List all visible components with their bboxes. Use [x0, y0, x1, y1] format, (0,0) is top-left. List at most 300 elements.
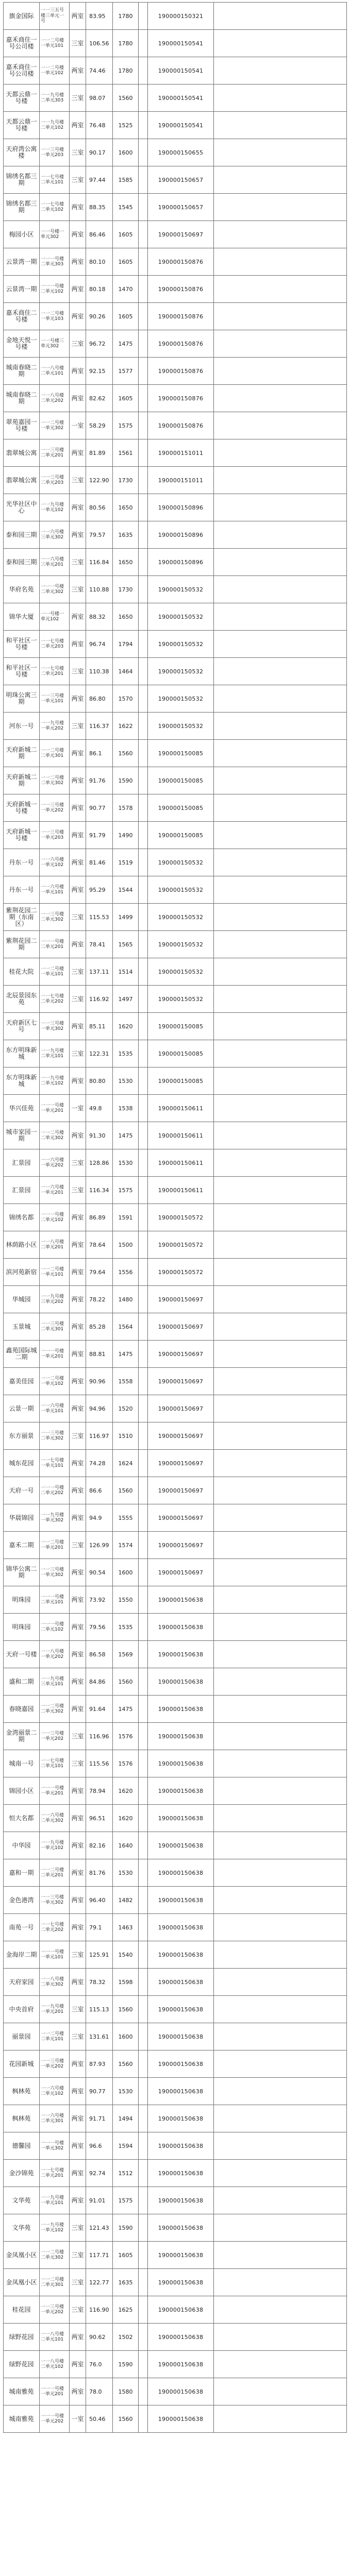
blank-cell [214, 358, 347, 385]
room-type-cell: 两室 [70, 1395, 86, 1422]
rent-price-cell: 1620 [113, 1805, 139, 1832]
floor-area-cell: 76.0 [86, 2351, 113, 2378]
rent-price-cell: 1585 [113, 166, 139, 194]
blank-cell [139, 139, 148, 166]
listing-code-cell: 190000150638 [148, 2105, 214, 2132]
rent-price-cell: 1561 [113, 439, 139, 467]
blank-cell [214, 2078, 347, 2105]
table-row [4, 2160, 347, 2187]
community-name-cell: 东方明珠新城 [4, 1040, 40, 1067]
table-row [4, 822, 347, 849]
blank-cell [214, 2214, 347, 2242]
blank-cell [214, 494, 347, 521]
blank-cell [139, 221, 148, 248]
community-name-cell: 金湾丽景二期 [4, 1723, 40, 1750]
listing-code-cell: 190000150611 [148, 1095, 214, 1122]
unit-address-cell: 一一二号楼一单元102 [40, 1368, 70, 1395]
listing-code-cell: 190000150697 [148, 1532, 214, 1559]
unit-address-cell: 一一二号楼二单元302 [40, 1122, 70, 1149]
blank-cell [139, 2160, 148, 2187]
floor-area-cell: 80.80 [86, 1067, 113, 1095]
community-name-cell: 金地天悦一号楼 [4, 330, 40, 358]
room-type-cell: 三室 [70, 576, 86, 603]
floor-area-cell: 110.88 [86, 576, 113, 603]
rent-price-cell: 1600 [113, 2023, 139, 2050]
blank-cell [139, 713, 148, 740]
listing-code-cell: 190000150697 [148, 1422, 214, 1450]
room-type-cell: 两室 [70, 1450, 86, 1477]
room-type-cell: 两室 [70, 303, 86, 330]
blank-cell [214, 194, 347, 221]
unit-address-cell: 一一三号楼二单元302 [40, 1422, 70, 1450]
blank-cell [139, 303, 148, 330]
room-type-cell: 三室 [70, 166, 86, 194]
rent-price-cell: 1780 [113, 57, 139, 84]
room-type-cell: 两室 [70, 276, 86, 303]
blank-cell [214, 685, 347, 713]
listing-code-cell: 190000150655 [148, 139, 214, 166]
room-type-cell: 两室 [70, 685, 86, 713]
unit-address-cell: 一一九号楼三单元202 [40, 1286, 70, 1313]
listing-code-cell: 190000150532 [148, 876, 214, 904]
rent-price-cell: 1475 [113, 1696, 139, 1723]
unit-address-cell: 一一七号楼二单元101 [40, 1750, 70, 1777]
blank-cell [139, 84, 148, 112]
unit-address-cell: 一一七号楼二单元202 [40, 986, 70, 1013]
floor-area-cell: 78.41 [86, 931, 113, 958]
blank-cell [214, 713, 347, 740]
rent-price-cell: 1538 [113, 1095, 139, 1122]
room-type-cell: 两室 [70, 494, 86, 521]
rent-price-cell: 1556 [113, 1259, 139, 1286]
blank-cell [214, 958, 347, 986]
blank-cell [214, 1723, 347, 1750]
room-type-cell: 两室 [70, 358, 86, 385]
rent-price-cell: 1494 [113, 2105, 139, 2132]
community-name-cell: 锦绣名都三期 [4, 166, 40, 194]
listing-code-cell: 190000150876 [148, 276, 214, 303]
table-row [4, 303, 347, 330]
rent-price-cell: 1540 [113, 1941, 139, 1969]
table-row [4, 2050, 347, 2078]
blank-cell [214, 1969, 347, 1996]
rent-price-cell: 1600 [113, 1559, 139, 1586]
blank-cell [139, 1040, 148, 1067]
floor-area-cell: 91.30 [86, 1122, 113, 1149]
unit-address-cell: 一一七号楼二单元201 [40, 2160, 70, 2187]
floor-area-cell: 79.57 [86, 521, 113, 549]
community-name-cell: 云景一期 [4, 1395, 40, 1422]
room-type-cell: 两室 [70, 1641, 86, 1668]
blank-cell [139, 576, 148, 603]
rent-price-cell: 1520 [113, 1395, 139, 1422]
rent-price-cell: 1525 [113, 112, 139, 139]
community-name-cell: 天都云鼎一号楼 [4, 112, 40, 139]
community-name-cell: 华府名苑 [4, 576, 40, 603]
blank-cell [214, 1914, 347, 1941]
community-name-cell: 城南春晓二期 [4, 358, 40, 385]
floor-area-cell: 79.64 [86, 1259, 113, 1286]
blank-cell [214, 1368, 347, 1395]
blank-cell [214, 1696, 347, 1723]
room-type-cell: 两室 [70, 57, 86, 84]
floor-area-cell: 91.71 [86, 2105, 113, 2132]
room-type-cell: 两室 [70, 1586, 86, 1614]
table-row [4, 2296, 347, 2324]
table-row [4, 2378, 347, 2405]
room-type-cell: 两室 [70, 2132, 86, 2160]
blank-cell [214, 1259, 347, 1286]
blank-cell [214, 303, 347, 330]
rent-price-cell: 1590 [113, 2214, 139, 2242]
unit-address-cell: 一一号楼一单元302 [40, 221, 70, 248]
unit-address-cell: 一一三号楼一单元202 [40, 2050, 70, 2078]
community-name-cell: 绿野花园 [4, 2324, 40, 2351]
floor-area-cell: 117.71 [86, 2242, 113, 2269]
floor-area-cell: 90.96 [86, 1368, 113, 1395]
listing-code-cell: 190000150085 [148, 822, 214, 849]
unit-address-cell: 一一二号楼二单元201 [40, 1859, 70, 1887]
listing-code-cell: 190000150638 [148, 1832, 214, 1859]
floor-area-cell: 121.43 [86, 2214, 113, 2242]
table-row [4, 1859, 347, 1887]
listing-code-cell: 190000150697 [148, 1341, 214, 1368]
rent-price-cell: 1605 [113, 2242, 139, 2269]
blank-cell [139, 1122, 148, 1149]
table-row [4, 57, 347, 84]
blank-cell [139, 1941, 148, 1969]
unit-address-cell: 一一二号楼一单元101 [40, 1259, 70, 1286]
community-name-cell: 天府一号 [4, 1477, 40, 1504]
room-type-cell: 一室 [70, 412, 86, 439]
table-row [4, 221, 347, 248]
unit-address-cell: 一一一号楼一单元201 [40, 1095, 70, 1122]
rent-price-cell: 1625 [113, 2296, 139, 2324]
blank-cell [214, 767, 347, 794]
blank-cell [139, 1341, 148, 1368]
listing-code-cell: 190000150638 [148, 1586, 214, 1614]
table-row [4, 1450, 347, 1477]
rent-price-cell: 1480 [113, 1286, 139, 1313]
community-name-cell: 丹东一号 [4, 876, 40, 904]
floor-area-cell: 87.93 [86, 2050, 113, 2078]
community-name-cell: 桂花大院 [4, 958, 40, 986]
blank-cell [214, 467, 347, 494]
table-row [4, 248, 347, 276]
floor-area-cell: 116.37 [86, 713, 113, 740]
room-type-cell: 两室 [70, 521, 86, 549]
room-type-cell: 三室 [70, 658, 86, 685]
rent-price-cell: 1780 [113, 30, 139, 57]
rent-price-cell: 1578 [113, 794, 139, 822]
rent-price-cell: 1576 [113, 1750, 139, 1777]
blank-cell [214, 2269, 347, 2296]
floor-area-cell: 86.58 [86, 1641, 113, 1668]
listing-code-cell: 190000150638 [148, 2132, 214, 2160]
listing-code-cell: 190000150085 [148, 767, 214, 794]
floor-area-cell: 115.53 [86, 904, 113, 931]
blank-cell [214, 576, 347, 603]
listing-code-cell: 190000150532 [148, 904, 214, 931]
rent-price-cell: 1576 [113, 1723, 139, 1750]
floor-area-cell: 91.64 [86, 1696, 113, 1723]
floor-area-cell: 90.77 [86, 794, 113, 822]
blank-cell [214, 1040, 347, 1067]
room-type-cell: 两室 [70, 1887, 86, 1914]
blank-cell [214, 1395, 347, 1422]
blank-cell [214, 603, 347, 631]
blank-cell [139, 2296, 148, 2324]
rent-price-cell: 1575 [113, 412, 139, 439]
listing-code-cell: 190000150532 [148, 685, 214, 713]
rent-price-cell: 1514 [113, 958, 139, 986]
listing-code-cell: 190000150638 [148, 2214, 214, 2242]
table-row [4, 139, 347, 166]
blank-cell [214, 2187, 347, 2214]
room-type-cell: 两室 [70, 631, 86, 658]
listing-code-cell: 190000150638 [148, 1614, 214, 1641]
listing-code-cell: 190000150638 [148, 1941, 214, 1969]
blank-cell [139, 1095, 148, 1122]
blank-cell [214, 412, 347, 439]
listing-code-cell: 190000150638 [148, 2050, 214, 2078]
blank-cell [139, 1368, 148, 1395]
floor-area-cell: 90.54 [86, 1559, 113, 1586]
unit-address-cell: 一一六号楼三单元302 [40, 521, 70, 549]
blank-cell [139, 521, 148, 549]
blank-cell [214, 1859, 347, 1887]
rent-price-cell: 1620 [113, 1777, 139, 1805]
community-name-cell: 嘉禾商住一号公司楼 [4, 30, 40, 57]
rent-price-cell: 1530 [113, 2078, 139, 2105]
table-row [4, 576, 347, 603]
floor-area-cell: 116.92 [86, 986, 113, 1013]
floor-area-cell: 78.0 [86, 2378, 113, 2405]
table-row [4, 1204, 347, 1231]
blank-cell [139, 1450, 148, 1477]
blank-cell [139, 2378, 148, 2405]
unit-address-cell: 一一八号楼二单元101 [40, 2324, 70, 2351]
blank-cell [139, 1395, 148, 1422]
blank-cell [139, 2050, 148, 2078]
table-row [4, 1149, 347, 1177]
blank-cell [214, 139, 347, 166]
listing-code-cell: 190000150657 [148, 194, 214, 221]
room-type-cell: 两室 [70, 767, 86, 794]
blank-cell [139, 112, 148, 139]
blank-cell [214, 2405, 347, 2433]
table-row [4, 1805, 347, 1832]
listing-code-cell: 190000150876 [148, 248, 214, 276]
rent-price-cell: 1605 [113, 303, 139, 330]
rent-price-cell: 1577 [113, 358, 139, 385]
rent-price-cell: 1510 [113, 1422, 139, 1450]
blank-cell [214, 1777, 347, 1805]
listing-code-cell: 190000150638 [148, 2405, 214, 2433]
room-type-cell: 三室 [70, 2242, 86, 2269]
unit-address-cell: 一一六号楼二单元102 [40, 2078, 70, 2105]
room-type-cell: 两室 [70, 2160, 86, 2187]
room-type-cell: 两室 [70, 931, 86, 958]
blank-cell [139, 1504, 148, 1532]
unit-address-cell: 一一三号楼二单元302 [40, 904, 70, 931]
rent-price-cell: 1475 [113, 330, 139, 358]
listing-code-cell: 190000150638 [148, 1887, 214, 1914]
room-type-cell: 两室 [70, 1668, 86, 1696]
rent-price-cell: 1635 [113, 521, 139, 549]
table-row [4, 84, 347, 112]
table-row [4, 1969, 347, 1996]
blank-cell [214, 849, 347, 876]
blank-cell [139, 276, 148, 303]
blank-cell [139, 1805, 148, 1832]
room-type-cell: 两室 [70, 1259, 86, 1286]
floor-area-cell: 92.74 [86, 2160, 113, 2187]
room-type-cell: 三室 [70, 2023, 86, 2050]
rent-price-cell: 1519 [113, 849, 139, 876]
blank-cell [139, 1750, 148, 1777]
listing-code-cell: 190000150638 [148, 2242, 214, 2269]
community-name-cell: 翠苑嘉园一号楼 [4, 412, 40, 439]
community-name-cell: 北辰景园东苑 [4, 986, 40, 1013]
blank-cell [139, 1313, 148, 1341]
table-row [4, 713, 347, 740]
rent-price-cell: 1794 [113, 631, 139, 658]
floor-area-cell: 92.15 [86, 358, 113, 385]
listing-code-cell: 190000150541 [148, 112, 214, 139]
table-row [4, 2214, 347, 2242]
unit-address-cell: 一一二号楼二单元302 [40, 2242, 70, 2269]
table-row [4, 986, 347, 1013]
unit-address-cell: 一一八号楼一单元202 [40, 1641, 70, 1668]
listing-code-cell: 190000150638 [148, 2378, 214, 2405]
floor-area-cell: 81.46 [86, 849, 113, 876]
community-name-cell: 紫荆花园二期（东南区） [4, 904, 40, 931]
table-row [4, 3, 347, 30]
community-name-cell: 文华苑 [4, 2187, 40, 2214]
unit-address-cell: 一一八号楼二单元302 [40, 1969, 70, 1996]
listing-code-cell: 190000150876 [148, 330, 214, 358]
listing-code-cell: 190000150876 [148, 303, 214, 330]
unit-address-cell: 一一三号楼一单元101 [40, 685, 70, 713]
blank-cell [139, 194, 148, 221]
floor-area-cell: 74.46 [86, 57, 113, 84]
floor-area-cell: 88.35 [86, 194, 113, 221]
blank-cell [139, 2324, 148, 2351]
room-type-cell: 两室 [70, 221, 86, 248]
listing-code-cell: 190000150638 [148, 1668, 214, 1696]
listing-code-cell: 190000150532 [148, 603, 214, 631]
rent-price-cell: 1490 [113, 822, 139, 849]
listing-code-cell: 190000150611 [148, 1122, 214, 1149]
rent-price-cell: 1502 [113, 2324, 139, 2351]
listing-code-cell: 190000150085 [148, 1013, 214, 1040]
unit-address-cell: 一一二号楼二单元302 [40, 1696, 70, 1723]
rent-price-cell: 1497 [113, 986, 139, 1013]
floor-area-cell: 78.32 [86, 1969, 113, 1996]
blank-cell [139, 1614, 148, 1641]
community-name-cell: 绿野花园 [4, 2351, 40, 2378]
blank-cell [214, 2050, 347, 2078]
table-row [4, 112, 347, 139]
rent-price-cell: 1594 [113, 2132, 139, 2160]
table-row [4, 1286, 347, 1313]
room-type-cell: 三室 [70, 2296, 86, 2324]
table-row [4, 1504, 347, 1532]
unit-address-cell: 一一二号楼一单元101 [40, 30, 70, 57]
blank-cell [214, 248, 347, 276]
blank-cell [214, 1614, 347, 1641]
table-row [4, 1559, 347, 1586]
blank-cell [214, 631, 347, 658]
rent-price-cell: 1620 [113, 1013, 139, 1040]
floor-area-cell: 110.38 [86, 658, 113, 685]
floor-area-cell: 86.6 [86, 1477, 113, 1504]
table-row [4, 1259, 347, 1286]
rent-price-cell: 1530 [113, 1859, 139, 1887]
rent-price-cell: 1470 [113, 276, 139, 303]
unit-address-cell: 一一一号楼二单元202 [40, 1477, 70, 1504]
community-name-cell: 林荫路小区 [4, 1231, 40, 1259]
floor-area-cell: 86.1 [86, 740, 113, 767]
community-name-cell: 泰和园三期 [4, 549, 40, 576]
rent-price-cell: 1560 [113, 84, 139, 112]
floor-area-cell: 86.80 [86, 685, 113, 713]
room-type-cell: 三室 [70, 467, 86, 494]
listing-code-cell: 190000150697 [148, 1477, 214, 1504]
table-row [4, 1586, 347, 1614]
table-row [4, 1532, 347, 1559]
floor-area-cell: 73.92 [86, 1586, 113, 1614]
unit-address-cell: 一一六号楼一单元101 [40, 1395, 70, 1422]
community-name-cell: 东方丽景 [4, 1422, 40, 1450]
blank-cell [139, 330, 148, 358]
floor-area-cell: 80.10 [86, 248, 113, 276]
listing-code-cell: 190000150638 [148, 1914, 214, 1941]
unit-address-cell: 一一三号楼二单元201 [40, 439, 70, 467]
blank-cell [214, 84, 347, 112]
room-type-cell: 两室 [70, 1805, 86, 1832]
unit-address-cell: 一一九号楼二单元101 [40, 1040, 70, 1067]
blank-cell [139, 986, 148, 1013]
listing-code-cell: 190000150638 [148, 1969, 214, 1996]
table-row [4, 2132, 347, 2160]
unit-address-cell: 一一一号楼二单元302 [40, 576, 70, 603]
room-type-cell: 三室 [70, 1422, 86, 1450]
room-type-cell: 两室 [70, 2324, 86, 2351]
community-name-cell: 丽景园 [4, 2023, 40, 2050]
blank-cell [139, 2132, 148, 2160]
community-name-cell: 文华苑 [4, 2214, 40, 2242]
unit-address-cell: 一一九号楼一单元102 [40, 1832, 70, 1859]
rent-price-cell: 1570 [113, 685, 139, 713]
unit-address-cell: 一一九号楼三单元101 [40, 1668, 70, 1696]
floor-area-cell: 88.32 [86, 603, 113, 631]
room-type-cell: 三室 [70, 1996, 86, 2023]
unit-address-cell: 一一七号楼二单元203 [40, 631, 70, 658]
blank-cell [214, 57, 347, 84]
table-row [4, 2078, 347, 2105]
table-row [4, 358, 347, 385]
unit-address-cell: 一一一号楼二单元101 [40, 1586, 70, 1614]
table-row [4, 2187, 347, 2214]
room-type-cell: 两室 [70, 1914, 86, 1941]
community-name-cell: 城市家园一期 [4, 1122, 40, 1149]
blank-cell [214, 1286, 347, 1313]
unit-address-cell: 一一二号楼二单元301 [40, 2269, 70, 2296]
unit-address-cell: 一一九号楼一单元102 [40, 494, 70, 521]
rent-price-cell: 1780 [113, 3, 139, 30]
